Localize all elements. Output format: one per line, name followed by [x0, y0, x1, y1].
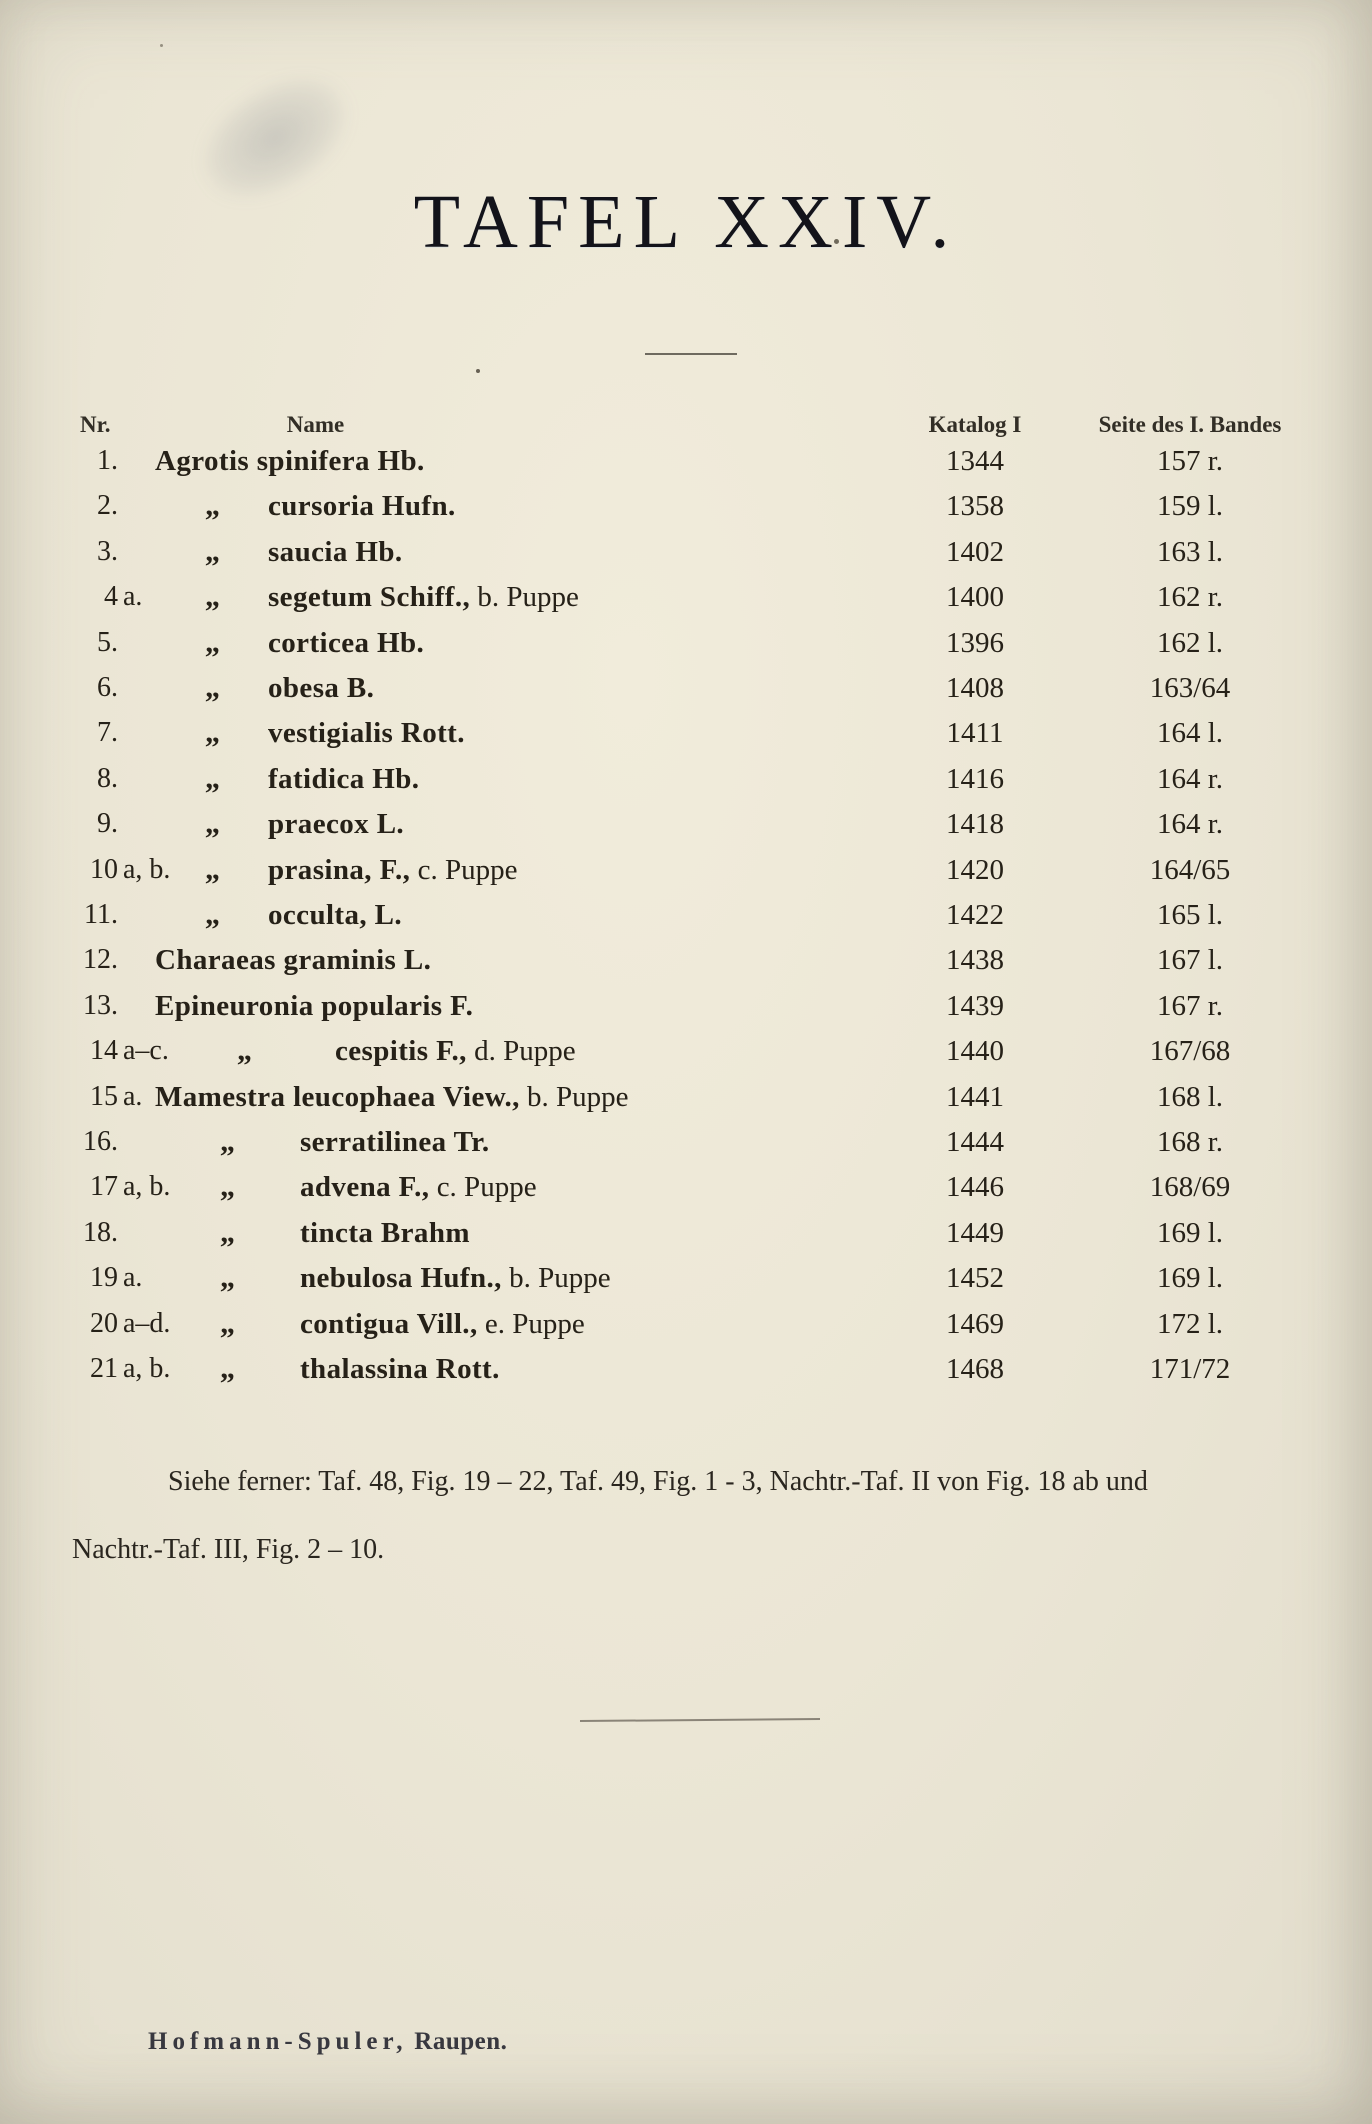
row-seite-reference: 159 l.: [1156, 490, 1224, 523]
row-katalog-number: 1358: [946, 490, 1004, 523]
row-number: 4: [104, 581, 118, 613]
ditto-mark: „: [205, 625, 220, 659]
row-number: 19: [90, 1262, 118, 1294]
row-seite-reference: 164 l.: [1156, 717, 1224, 750]
row-katalog-number: 1418: [946, 808, 1004, 841]
row-number-suffix: a–d.: [123, 1307, 171, 1339]
row-katalog-number: 1441: [946, 1080, 1004, 1113]
row-katalog-number: 1449: [946, 1216, 1004, 1249]
row-seite-reference: 167/68: [1149, 1035, 1231, 1068]
row-number-suffix: a.: [123, 581, 143, 613]
row-seite-reference: 172 l.: [1156, 1307, 1224, 1340]
table-row: [0, 620, 1372, 666]
table-row: [0, 1028, 1372, 1074]
row-number: 2.: [97, 490, 118, 522]
row-katalog-number: 1422: [946, 899, 1004, 931]
row-katalog-number: 1440: [946, 1035, 1004, 1068]
row-katalog-number: 1416: [946, 762, 1004, 795]
imprint: [148, 2028, 507, 2056]
row-seite-reference: 167 r.: [1156, 989, 1224, 1022]
row-name: Charaeas graminis L.: [155, 944, 432, 977]
table-row: [0, 937, 1372, 983]
row-katalog-number: 1469: [946, 1307, 1004, 1340]
row-number: 10: [90, 853, 118, 885]
row-number: 8.: [97, 762, 118, 794]
row-name: thalassina Rott.: [300, 1353, 500, 1385]
table-row: [0, 1074, 1372, 1120]
row-name: Epineuronia popularis F.: [155, 989, 474, 1022]
row-katalog-number: 1344: [946, 445, 1004, 477]
row-katalog-number: 1408: [946, 672, 1004, 704]
table-row: [0, 665, 1372, 711]
row-number-suffix: a, b.: [123, 1171, 171, 1203]
row-name: prasina, F., c. Puppe: [268, 853, 518, 886]
row-katalog-number: 1396: [946, 626, 1004, 659]
row-number: 21: [90, 1353, 118, 1384]
row-number: 15: [90, 1080, 118, 1112]
table-row: [0, 710, 1372, 756]
table-row: [0, 1346, 1372, 1392]
row-name-extra: b. Puppe: [501, 1262, 611, 1295]
ditto-mark: „: [205, 716, 220, 750]
row-name: obesa B.: [268, 672, 375, 704]
ditto-mark: „: [220, 1125, 235, 1158]
column-header-nr: Nr.: [80, 412, 111, 437]
row-seite-reference: 168 r.: [1156, 1126, 1224, 1158]
row-name: tincta Brahm: [300, 1216, 470, 1249]
ink-speck: [476, 369, 480, 373]
row-name: Mamestra leucophaea View., b. Puppe: [155, 1080, 629, 1113]
row-katalog-number: 1438: [946, 944, 1004, 977]
table-row: [0, 1164, 1372, 1210]
row-name: nebulosa Hufn., b. Puppe: [300, 1262, 611, 1295]
ditto-mark: „: [220, 1352, 235, 1385]
table-row: [0, 1255, 1372, 1301]
row-number: 13.: [83, 989, 118, 1021]
row-name: contigua Vill., e. Puppe: [300, 1307, 585, 1340]
row-katalog-number: 1400: [946, 581, 1004, 614]
reference-note-line1: Siehe ferner: Taf. 48, Fig. 19 – 22, Taf. 49, Fig. 1 - 3, Nachtr.-Taf. II von Fig. 18 ab und: [168, 1466, 1148, 1497]
table-row: [0, 574, 1372, 620]
row-seite-reference: 162 l.: [1156, 626, 1224, 659]
row-number: 3.: [97, 535, 118, 567]
table-header: [0, 408, 1372, 442]
ditto-mark: „: [205, 898, 220, 931]
table-row: [0, 1301, 1372, 1347]
row-name: cespitis F., d. Puppe: [335, 1035, 576, 1068]
row-name-extra: b. Puppe: [519, 1080, 629, 1113]
ditto-mark: „: [205, 761, 220, 795]
row-name: serratilinea Tr.: [300, 1126, 490, 1158]
row-number-suffix: a, b.: [123, 1353, 171, 1384]
column-header-name: Name: [286, 412, 345, 437]
row-seite-reference: 171/72: [1149, 1353, 1231, 1385]
table-row: [0, 847, 1372, 893]
table-row: [0, 756, 1372, 802]
row-number: 11.: [84, 899, 118, 930]
row-number-suffix: a–c.: [123, 1035, 169, 1067]
row-seite-reference: 164 r.: [1156, 762, 1224, 795]
ditto-mark: „: [220, 1261, 235, 1295]
row-katalog-number: 1402: [946, 535, 1004, 568]
row-name: praecox L.: [268, 808, 405, 841]
row-number-suffix: a.: [123, 1262, 143, 1294]
row-name-extra: b. Puppe: [470, 581, 579, 614]
column-header-seite: Seite des I. Bandes: [1098, 412, 1282, 437]
row-katalog-number: 1446: [946, 1171, 1004, 1204]
row-number: 12.: [83, 944, 118, 976]
table-row: [0, 529, 1372, 575]
row-seite-reference: 157 r.: [1156, 445, 1224, 477]
ditto-mark: „: [205, 580, 220, 614]
row-name: vestigialis Rott.: [268, 717, 465, 750]
row-seite-reference: 163/64: [1149, 672, 1231, 704]
row-number: 5.: [97, 626, 118, 658]
row-name-extra: c. Puppe: [410, 853, 518, 886]
row-katalog-number: 1452: [946, 1262, 1004, 1295]
ditto-mark: „: [205, 852, 220, 886]
row-katalog-number: 1411: [946, 717, 1004, 750]
row-name-extra: e. Puppe: [477, 1307, 585, 1340]
column-header-katalog: Katalog I: [928, 412, 1022, 437]
imprint-subtitle: Raupen.: [407, 2028, 508, 2055]
ditto-mark: „: [205, 807, 220, 841]
row-katalog-number: 1444: [946, 1126, 1004, 1158]
ditto-mark: „: [205, 671, 220, 704]
ink-speck: [160, 44, 163, 47]
row-name: corticea Hb.: [268, 626, 425, 659]
title-divider-rule: [645, 353, 737, 355]
row-number: 20: [90, 1307, 118, 1339]
row-number: 1.: [97, 445, 118, 476]
row-seite-reference: 168/69: [1149, 1171, 1231, 1204]
row-name: segetum Schiff., b. Puppe: [268, 581, 579, 614]
row-seite-reference: 168 l.: [1156, 1080, 1224, 1113]
row-seite-reference: 163 l.: [1156, 535, 1224, 568]
row-number: 9.: [97, 808, 118, 840]
table-row: [0, 438, 1372, 484]
page-title: TAFEL XXIV.: [413, 180, 959, 264]
row-seite-reference: 169 l.: [1156, 1216, 1224, 1249]
row-name-extra: d. Puppe: [466, 1035, 576, 1068]
table-row: [0, 1210, 1372, 1256]
row-name: saucia Hb.: [268, 535, 403, 568]
row-number: 17: [90, 1171, 118, 1203]
row-katalog-number: 1420: [946, 853, 1004, 886]
imprint-work-title: Hofmann-Spuler,: [148, 2028, 408, 2055]
row-seite-reference: 164 r.: [1156, 808, 1224, 841]
row-name: occulta, L.: [268, 899, 403, 931]
table-row: [0, 801, 1372, 847]
ditto-mark: „: [237, 1034, 252, 1068]
row-katalog-number: 1468: [946, 1353, 1004, 1385]
row-number-suffix: a.: [123, 1080, 143, 1112]
row-seite-reference: 165 l.: [1156, 899, 1224, 931]
row-number: 18.: [83, 1216, 118, 1248]
table-row: [0, 1119, 1372, 1165]
table-row: [0, 483, 1372, 529]
table-row: [0, 892, 1372, 938]
ditto-mark: „: [205, 489, 220, 523]
row-name: advena F., c. Puppe: [300, 1171, 537, 1204]
row-seite-reference: 164/65: [1149, 853, 1231, 886]
ditto-mark: „: [220, 1306, 235, 1340]
row-name-extra: c. Puppe: [429, 1171, 537, 1204]
ditto-mark: „: [205, 534, 220, 568]
ditto-mark: „: [220, 1170, 235, 1204]
row-katalog-number: 1439: [946, 989, 1004, 1022]
row-name: Agrotis spinifera Hb.: [155, 445, 425, 477]
row-seite-reference: 169 l.: [1156, 1262, 1224, 1295]
row-name: cursoria Hufn.: [268, 490, 456, 523]
row-number: 6.: [97, 672, 118, 703]
row-seite-reference: 167 l.: [1156, 944, 1224, 977]
reference-note-line2: Nachtr.-Taf. III, Fig. 2 – 10.: [72, 1534, 385, 1565]
row-seite-reference: 162 r.: [1156, 581, 1224, 614]
row-number-suffix: a, b.: [123, 853, 171, 885]
table-row: [0, 983, 1372, 1029]
row-number: 16.: [83, 1126, 118, 1157]
row-name: fatidica Hb.: [268, 762, 420, 795]
row-number: 14: [90, 1035, 118, 1067]
row-number: 7.: [97, 717, 118, 749]
ditto-mark: „: [220, 1215, 235, 1249]
bottom-divider-rule: [580, 1718, 820, 1722]
